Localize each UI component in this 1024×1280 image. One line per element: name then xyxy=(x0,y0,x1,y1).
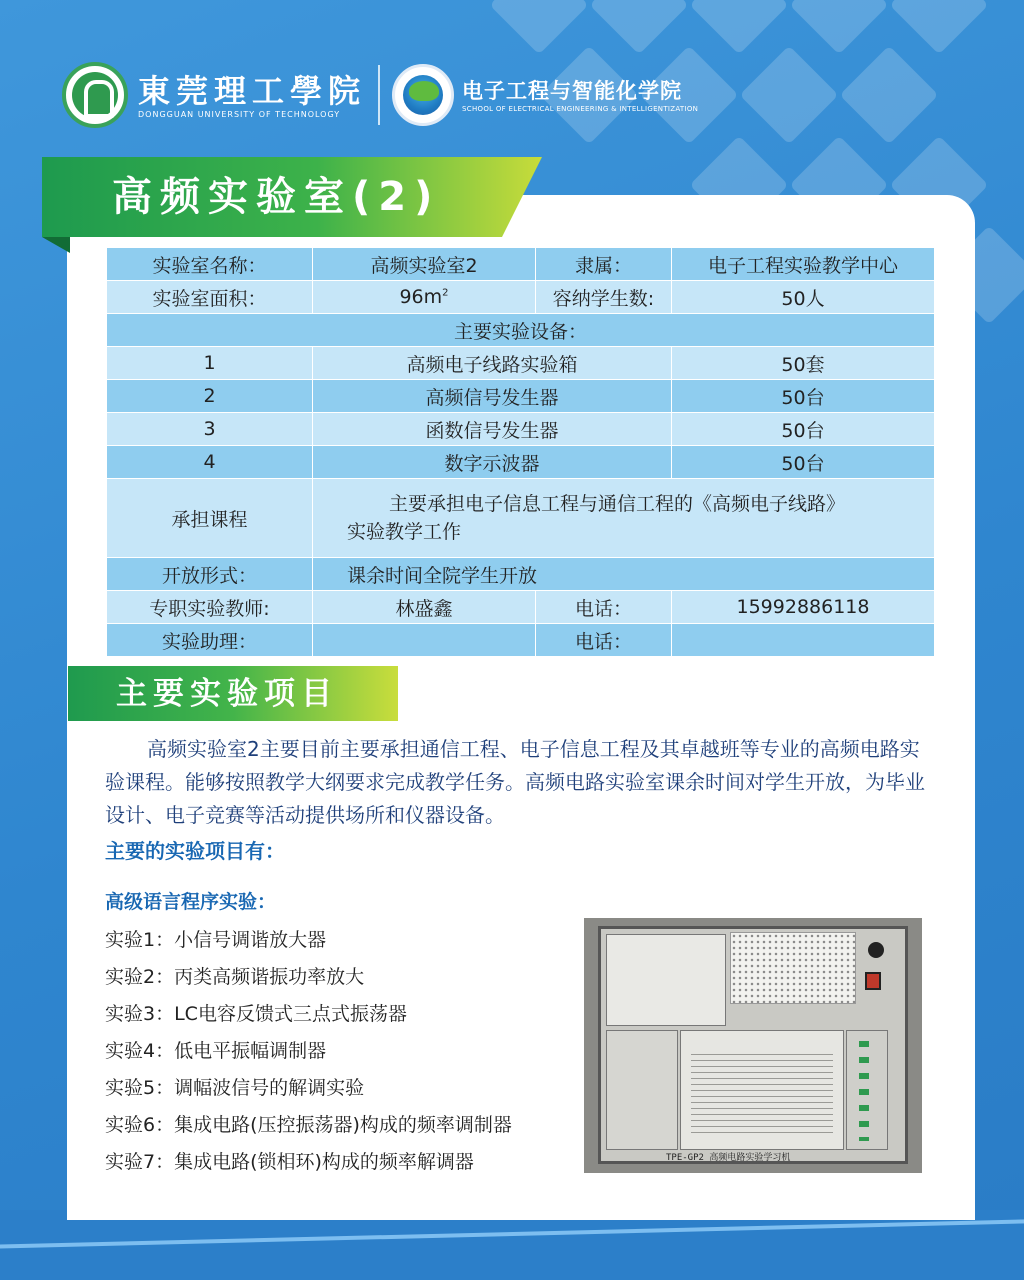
belong-label: 隶属： xyxy=(536,248,672,281)
belong-value: 电子工程实验教学中心 xyxy=(672,248,935,281)
equipment-name: 高频电子线路实验箱 xyxy=(313,347,672,380)
equipment-no: 2 xyxy=(107,380,313,413)
university-name xyxy=(138,72,366,119)
equipment-row xyxy=(107,446,935,479)
area-value: $96m^2$ xyxy=(313,281,536,314)
equipment-name: 高频信号发生器 xyxy=(313,380,672,413)
experiment-list xyxy=(105,922,575,1181)
equipment-row xyxy=(107,413,935,446)
list-item: 实验5：调幅波信号的解调实验 xyxy=(105,1077,365,1099)
list-item: 实验7：集成电路(锁相环)构成的频率解调器 xyxy=(105,1151,474,1173)
lab-info-table xyxy=(106,247,935,657)
knob-icon xyxy=(868,942,884,958)
course-line-1: 主要承担电子信息工程与通信工程的《高频电子线路》 xyxy=(389,493,846,515)
power-switch-icon xyxy=(865,972,881,990)
equipment-qty: 50套 xyxy=(672,347,935,380)
teacher-value: 林盛鑫 xyxy=(313,591,536,624)
equipment-row xyxy=(107,380,935,413)
phone2-label: 电话： xyxy=(536,624,672,657)
table-row xyxy=(107,591,935,624)
lab-name-label: 实验室名称： xyxy=(107,248,313,281)
list-item: 实验4：低电平振幅调制器 xyxy=(105,1040,327,1062)
college-name-en: SCHOOL OF ELECTRICAL ENGINEERING & INTELLIGENTIZATION xyxy=(462,105,699,113)
phone-value: 15992886118 xyxy=(672,591,935,624)
university-logo-icon xyxy=(62,62,128,128)
title-banner xyxy=(42,157,542,237)
course-value xyxy=(313,479,935,558)
intro-paragraph: 高频实验室2主要目前主要承担通信工程、电子信息工程及其卓越班等专业的高频电路实验课程。能够按照教学大纲要求完成教学任务。高频电路实验室课余时间对学生开放，为毕业设计、电子竞赛等活动提供场所和仪器设备。 xyxy=(105,737,925,827)
table-row xyxy=(107,558,935,591)
lab-name-value: 高频实验室2 xyxy=(313,248,536,281)
table-row xyxy=(107,281,935,314)
equipment-no: 1 xyxy=(107,347,313,380)
capacity-value: 50人 xyxy=(672,281,935,314)
circuit-module xyxy=(606,934,726,1026)
list-item: 实验3：LC电容反馈式三点式振荡器 xyxy=(105,1003,407,1025)
course-line-2: 实验教学工作 xyxy=(347,521,462,543)
section-banner xyxy=(68,666,398,721)
table-row xyxy=(107,624,935,657)
header xyxy=(62,60,698,130)
circuit-diagram-panel xyxy=(606,1030,678,1150)
equipment-qty: 50台 xyxy=(672,413,935,446)
open-value: 课余时间全院学生开放 xyxy=(313,558,935,591)
capacity-label: 容纳学生数: xyxy=(536,281,672,314)
equipment-name: 函数信号发生器 xyxy=(313,413,672,446)
equipment-qty: 50台 xyxy=(672,446,935,479)
equipment-photo xyxy=(584,918,922,1173)
table-row xyxy=(107,479,935,558)
college-logo-icon xyxy=(392,64,454,126)
list-item: 实验1：小信号调谐放大器 xyxy=(105,929,327,951)
instruction-panel xyxy=(680,1030,844,1150)
teacher-label: 专职实验教师: xyxy=(107,591,313,624)
equipment-no: 4 xyxy=(107,446,313,479)
equipment-no: 3 xyxy=(107,413,313,446)
assistant-label: 实验助理： xyxy=(107,624,313,657)
bottom-band xyxy=(0,1210,1024,1280)
header-divider xyxy=(378,65,380,125)
university-name-cn: 東莞理工學院 xyxy=(138,71,367,110)
phone-label: 电话： xyxy=(536,591,672,624)
experiments-lead: 主要的实验项目有： xyxy=(105,839,285,863)
section-title: 主要实验项目 xyxy=(116,676,338,712)
college-name-cn: 电子工程与智能化学院 xyxy=(462,79,683,103)
phone2-value xyxy=(672,624,935,657)
equipment-qty: 50台 xyxy=(672,380,935,413)
photo-label: TPE-GP2 高频电路实验学习机 xyxy=(666,1153,791,1163)
open-label: 开放形式： xyxy=(107,558,313,591)
university-name-en: DONGGUAN UNIVERSITY OF TECHNOLOGY xyxy=(138,109,341,119)
page-title: 高频实验室(2) xyxy=(112,174,441,220)
list-item: 实验6：集成电路(压控振荡器)构成的频率调制器 xyxy=(105,1114,512,1136)
equipment-name: 数字示波器 xyxy=(313,446,672,479)
equipment-row xyxy=(107,347,935,380)
college-name xyxy=(462,77,698,113)
table-row xyxy=(107,314,935,347)
experiments-subheading: 高级语言程序实验： xyxy=(105,891,277,913)
equipment-header: 主要实验设备： xyxy=(107,314,935,347)
course-label: 承担课程 xyxy=(107,479,313,558)
list-item: 实验2：丙类高频谐振功率放大 xyxy=(105,966,365,988)
terminal-panel xyxy=(846,1030,888,1150)
table-row xyxy=(107,248,935,281)
assistant-value xyxy=(313,624,536,657)
breadboard xyxy=(730,932,856,1004)
area-label: 实验室面积： xyxy=(107,281,313,314)
